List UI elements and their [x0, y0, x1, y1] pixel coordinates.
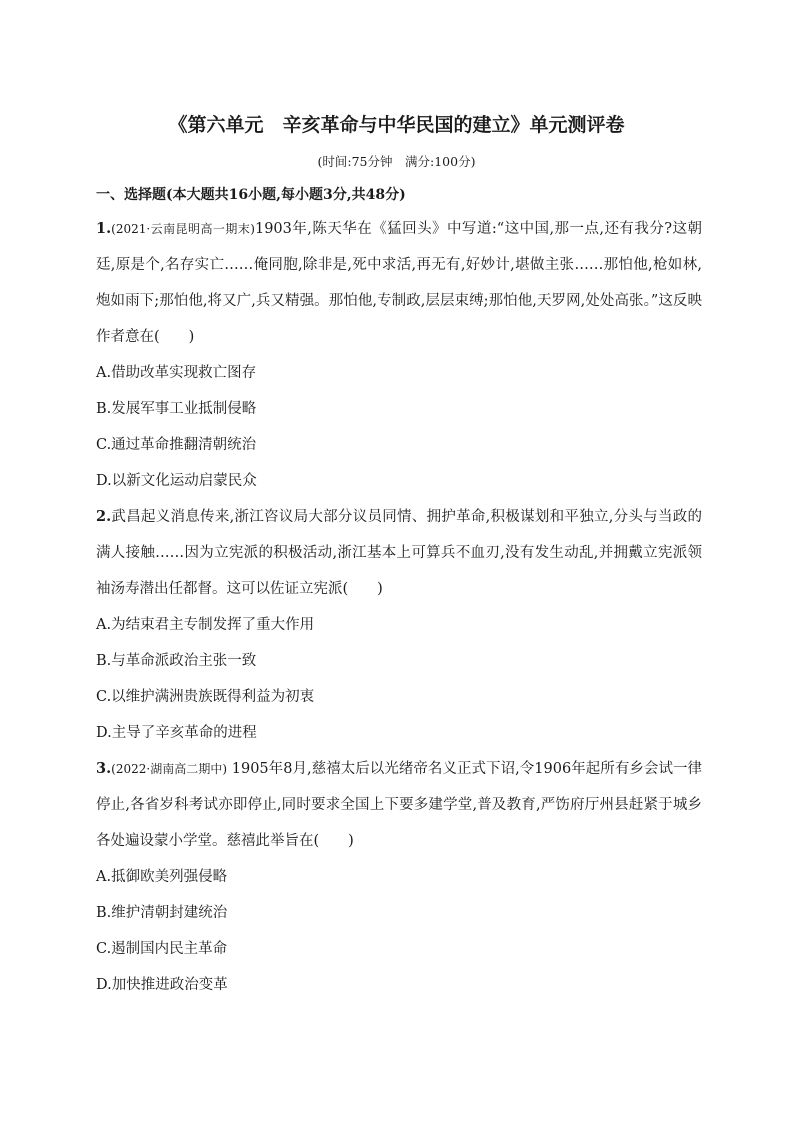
question-stem: [96, 751, 702, 859]
page-title: 《第六单元 辛亥革命与中华民国的建立》单元测评卷: [168, 114, 625, 136]
option-d[interactable]: D.主导了辛亥革命的进程: [96, 725, 257, 741]
option-c[interactable]: C.遏制国内民主革命: [96, 941, 228, 957]
question-source: (2021·云南昆明高一期末): [111, 222, 255, 236]
option-c[interactable]: C.以维护满洲贵族既得利益为初衷: [96, 689, 315, 705]
question-stem: [96, 211, 702, 355]
question-text: 1903年,陈天华在《猛回头》中写道:“这中国,那一点,还有我分?这朝廷,原是个,名存实亡……俺同胞,除非是,死中求活,再无有,好妙计,堪做主张……那怕他,枪如林,炮如雨下;那怕他,将又广,兵又精强。那怕他,专制政,层层束缚;那怕他,天罗网,处处高张。”这反映作者意在( ): [96, 221, 702, 345]
option-b[interactable]: B.发展军事工业抵制侵略: [96, 401, 257, 417]
question-source: (2022·湖南高二期中): [111, 762, 228, 776]
question-list: [96, 211, 702, 1003]
question-text: 武昌起义消息传来,浙江咨议局大部分议员同情、拥护革命,积极谋划和平独立,分头与当政的满人接触……因为立宪派的积极活动,浙江基本上可算兵不血刃,没有发生动乱,并拥戴立宪派领袖汤寿潜出任都督。这可以佐证立宪派( ): [96, 509, 702, 597]
option-d[interactable]: D.加快推进政治变革: [96, 977, 228, 993]
option-a[interactable]: A.借助改革实现救亡图存: [96, 365, 257, 381]
exam-time-info: (时间:75分钟 满分:100分): [317, 154, 476, 169]
option-c[interactable]: C.通过革命推翻清朝统治: [96, 437, 257, 453]
option-b[interactable]: B.与革命派政治主张一致: [96, 653, 257, 669]
question-1: [96, 211, 702, 499]
question-text: 1905年8月,慈禧太后以光绪帝名义正式下诏,令1906年起所有乡会试一律停止,各省岁科考试亦即停止,同时要求全国上下要多建学堂,普及教育,严饬府厅州县赶紧于城乡各处遍设蒙小学堂。慈禧此举旨在( ): [96, 761, 703, 849]
option-b[interactable]: B.维护清朝封建统治: [96, 905, 228, 921]
question-3: [96, 751, 702, 1003]
question-2: [96, 499, 702, 751]
section-heading: 一、选择题(本大题共16小题,每小题3分,共48分): [96, 187, 406, 203]
option-d[interactable]: D.以新文化运动启蒙民众: [96, 473, 257, 489]
option-a[interactable]: A.抵御欧美列强侵略: [96, 869, 228, 885]
question-number: 2.: [96, 508, 112, 525]
question-number: 1.: [96, 220, 112, 237]
option-a[interactable]: A.为结束君主专制发挥了重大作用: [96, 617, 315, 633]
question-stem: [96, 499, 702, 607]
question-number: 3.: [96, 760, 112, 777]
